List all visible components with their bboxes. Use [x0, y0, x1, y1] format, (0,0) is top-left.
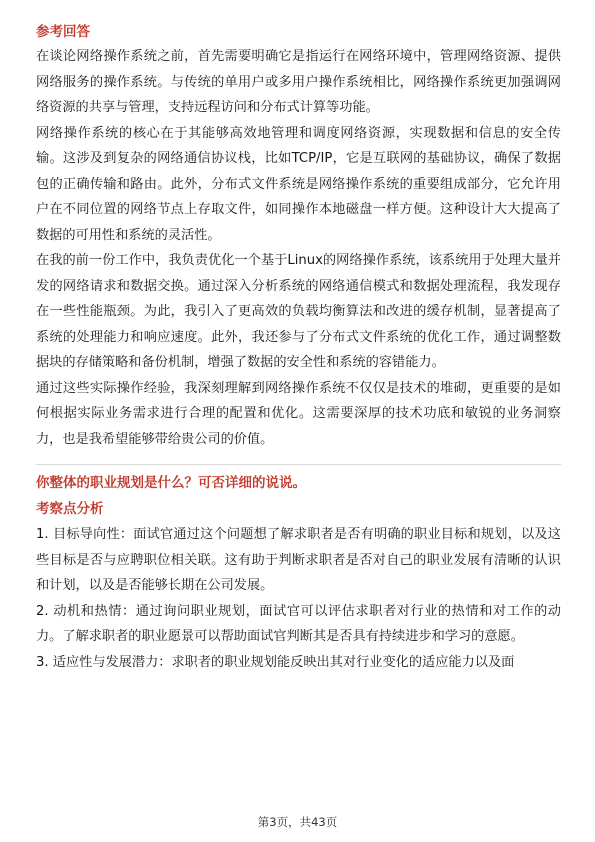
answer-paragraph-4: 通过这些实际操作经验，我深刻理解到网络操作系统不仅仅是技术的堆砌，更重要的是如何根据实际业务需求进行合理的配置和优化。这需要深厚的技术功底和敏锐的业务洞察力，也是我希望能够带给贵公司的价值。: [36, 380, 561, 447]
answer-paragraph-2: 网络操作系统的核心在于其能够高效地管理和调度网络资源，实现数据和信息的安全传输。这涉及到复杂的网络通信协议栈，比如TCP/IP，它是互联网的基础协议，确保了数据包的正确传输和路由。此外，分布式文件系统是网络操作系统的重要组成部分，它允许用户在不同位置的网络节点上存取文件，如同操作本地磁盘一样方便。这种设计大大提高了数据的可用性和系统的灵活性。: [36, 125, 561, 243]
document-page: [36, 22, 561, 675]
answer-heading: 参考回答: [36, 24, 90, 40]
answer-paragraph-1: 在谈论网络操作系统之前，首先需要明确它是指运行在网络环境中，管理网络资源、提供网络服务的操作系统。与传统的单用户或多用户操作系统相比，网络操作系统更加强调网络资源的共享与管理，支持远程访问和分布式计算等功能。: [36, 49, 561, 115]
analysis-item-3: 3. 适应性与发展潜力：求职者的职业规划能反映出其对行业变化的适应能力以及面: [36, 654, 515, 670]
page-number-footer: 第3页，共43页: [257, 815, 338, 829]
answer-paragraph-3: 在我的前一份工作中，我负责优化一个基于Linux的网络操作系统，该系统用于处理大量并发的网络请求和数据交换。通过深入分析系统的网络通信模式和数据处理流程，我发现存在一些性能瓶颈。为此，我引入了更高效的负载均衡算法和改进的缓存机制，显著提高了系统的处理能力和响应速度。此外，我还参与了分布式文件系统的优化工作，通过调整数据块的存储策略和备份机制，增强了数据的安全性和系统的容错能力。: [36, 253, 561, 370]
analysis-heading: 考察点分析: [36, 501, 104, 517]
section-divider: [36, 464, 561, 465]
analysis-item-1: 1. 目标导向性：面试官通过这个问题想了解求职者是否有明确的职业目标和规划，以及这些目标是否与应聘职位相关联。这有助于判断求职者是否对自己的职业发展有清晰的认识和计划，以及是否能够长期在公司发展。: [36, 527, 561, 593]
analysis-item-2: 2. 动机和热情：通过询问职业规划，面试官可以评估求职者对行业的热情和对工作的动力。了解求职者的职业愿景可以帮助面试官判断其是否具有持续进步和学习的意愿。: [36, 603, 561, 644]
question-heading: 你整体的职业规划是什么？可否详细的说说。: [36, 475, 306, 491]
